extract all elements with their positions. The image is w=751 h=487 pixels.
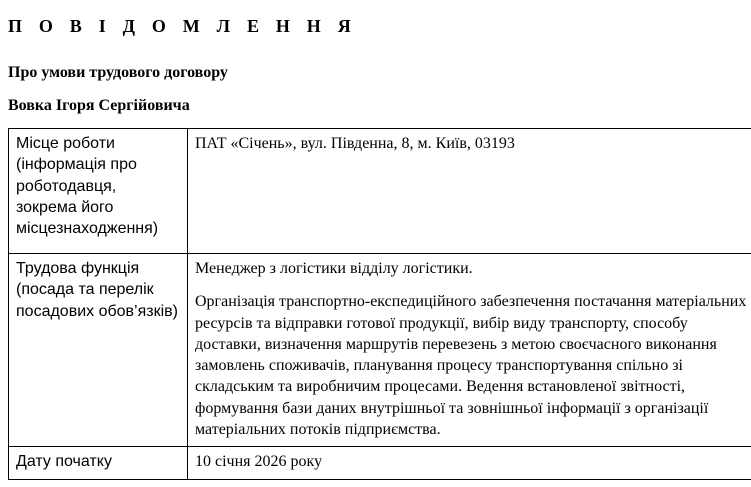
table-row-workplace	[9, 129, 751, 254]
document-heading: П О В І Д О М Л Е Н Н Я	[8, 16, 357, 36]
employee-name: Вовка Ігоря Сергійовича	[8, 97, 190, 114]
table-label-cell	[9, 447, 188, 479]
table-label-cell	[9, 129, 188, 254]
job-title-value: Менеджер з логістики відділу логістики.	[195, 260, 473, 277]
table-row-start-date	[9, 447, 751, 479]
start-date-label: Дату початку	[16, 453, 112, 471]
workplace-value: ПАТ «Січень», вул. Південна, 8, м. Київ, 03193	[195, 135, 515, 152]
table-value-cell	[188, 254, 751, 447]
document-subtitle: Про умови трудового договору	[8, 64, 228, 81]
workplace-label: Місце роботи (інформація про роботодавця, зокрема його місцезнаходження)	[16, 135, 159, 238]
table-value-cell	[188, 129, 751, 254]
table-label-cell	[9, 254, 188, 447]
start-date-value: 10 січня 2026 року	[195, 453, 323, 471]
contract-terms-table	[8, 128, 751, 480]
table-value-cell	[188, 447, 751, 479]
table-row-job-function	[9, 254, 751, 447]
job-function-label: Трудова функція (посада та перелік посадових обов’язків)	[16, 260, 178, 320]
job-duties-value: Організація транспортно-експедиційного забезпечення постачання матеріальних ресурсів та відправки готової продукції, вибір виду транспорту, способу доставки, визначення маршрутів перевезень з метою своєчасного виконання замовлень споживачів, планування процесу транспортування спільно зі складським та виробничим процесами. Ведення встановленої звітності, формування бази даних внутрішньої та зовнішньої інформації з організації матеріальних потоків підприємства.	[195, 293, 747, 439]
